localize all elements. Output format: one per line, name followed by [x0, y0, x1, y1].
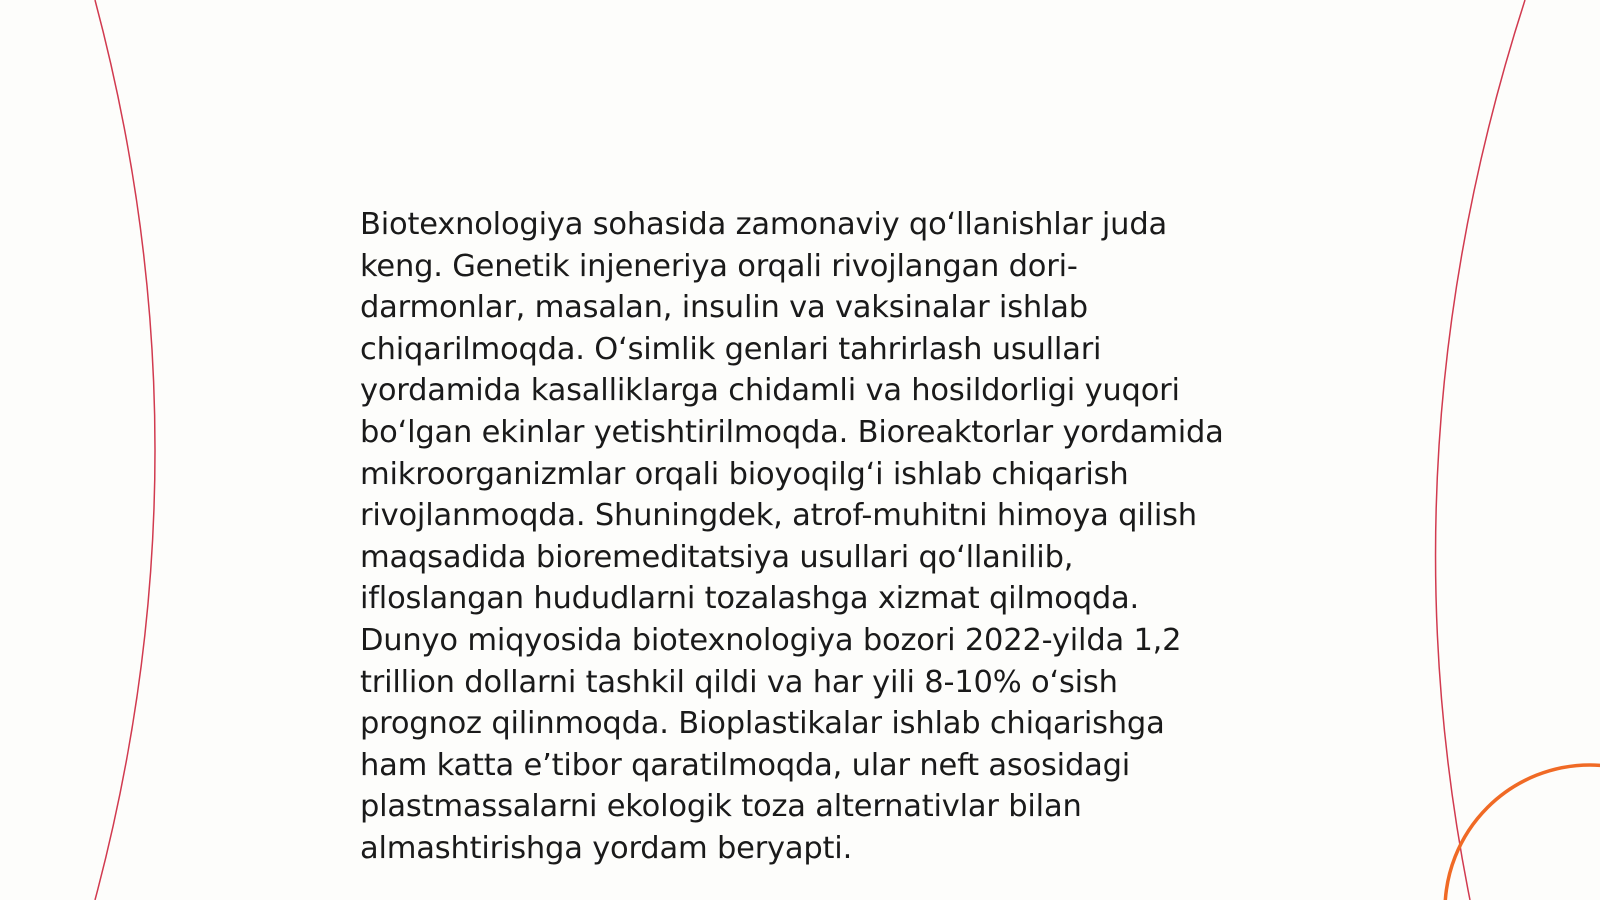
- left-curve-line: [95, 0, 155, 900]
- accent-circle: [1445, 765, 1600, 900]
- right-curve-line: [1436, 0, 1525, 900]
- body-paragraph: Biotexnologiya sohasida zamonaviy qo‘llanishlar juda keng. Genetik injeneriya orqali rivojlangan dori-darmonlar, masalan, insulin va vaksinalar ishlab chiqarilmoqda. O‘simlik genlari tahrirlash usullari yordamida kasalliklarga chidamli va hosildorligi yuqori bo‘lgan ekinlar yetishtirilmoqda. Bioreaktorlar yordamida mikroorganizmlar orqali bioyoqilg‘i ishlab chiqarish rivojlanmoqda. Shuningdek, atrof-muhitni himoya qilish maqsadida bioremeditatsiya usullari qo‘llanilib, ifloslangan hududlarni tozalashga xizmat qilmoqda. Dunyo miqyosida biotexnologiya bozori 2022-yilda 1,2 trillion dollarni tashkil qildi va har yili 8-10% o‘sish prognoz qilinmoqda. Bioplastikalar ishlab chiqarishga ham katta e’tibor qaratilmoqda, ular neft asosidagi plastmassalarni ekologik toza alternativlar bilan almashtirishga yordam beryapti.: [360, 207, 1224, 866]
